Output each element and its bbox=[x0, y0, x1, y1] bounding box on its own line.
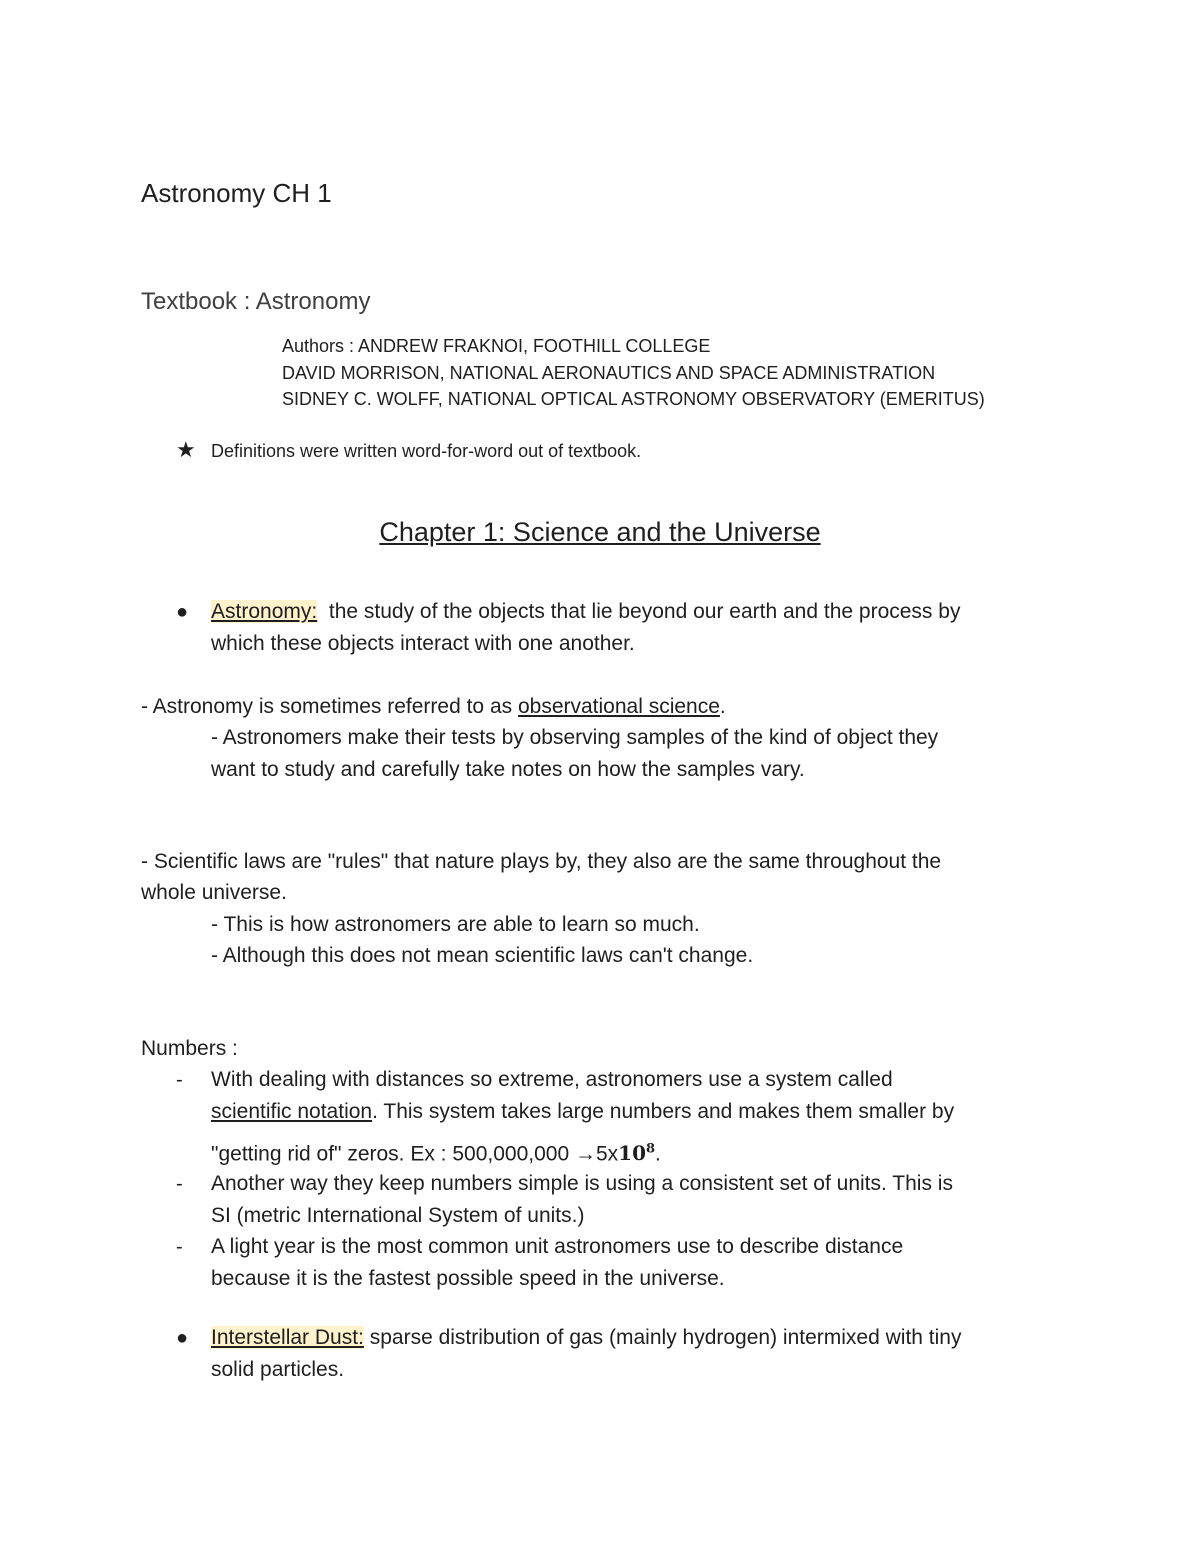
paragraph-text: whole universe. bbox=[141, 881, 287, 905]
dash-marker: - bbox=[176, 1069, 183, 1091]
list-text: With dealing with distances so extreme, astronomers use a system called bbox=[211, 1068, 893, 1091]
list-text: . This system takes large numbers and makes them smaller by bbox=[372, 1100, 955, 1124]
scientific-notation-value: $10^8$ bbox=[618, 1141, 656, 1166]
definition-text: the study of the objects that lie beyond our earth and the process by bbox=[317, 600, 961, 623]
numbers-list bbox=[176, 1064, 954, 1295]
bullet-icon: ● bbox=[176, 601, 189, 623]
definition-text: which these objects interact with one another. bbox=[211, 632, 635, 656]
paragraph-text: - Astronomy is sometimes referred to as bbox=[141, 695, 518, 718]
definition-term: Interstellar Dust: bbox=[211, 1326, 364, 1349]
underlined-term: observational science bbox=[517, 695, 720, 718]
author-line: DAVID MORRISON, NATIONAL AERONAUTICS AND SPACE ADMINISTRATION bbox=[282, 362, 936, 383]
note-text: Definitions were written word-for-word out of textbook. bbox=[211, 441, 642, 461]
paragraph-text: . bbox=[719, 695, 726, 718]
author-line: SIDNEY C. WOLFF, NATIONAL OPTICAL ASTRONOMY OBSERVATORY (EMERITUS) bbox=[282, 389, 985, 409]
observational-science-paragraph bbox=[141, 691, 938, 785]
sub-point: - Astronomers make their tests by observing samples of the kind of object they bbox=[211, 726, 939, 750]
textbook-line: Textbook : Astronomy bbox=[141, 288, 371, 315]
list-text: SI (metric International System of units.) bbox=[211, 1203, 585, 1227]
underlined-term: scientific notation bbox=[211, 1100, 373, 1124]
paragraph-text: - Scientific laws are "rules" that nature plays by, they also are the same throughout the bbox=[141, 850, 942, 873]
document-title: Astronomy CH 1 bbox=[141, 178, 332, 208]
dash-marker: - bbox=[176, 1236, 183, 1259]
list-text: Another way they keep numbers simple is using a consistent set of units. This is bbox=[211, 1171, 953, 1195]
list-text: "getting rid of" zeros. Ex : 500,000,000 →5x bbox=[211, 1142, 619, 1166]
definition-term: Astronomy: bbox=[211, 600, 318, 623]
star-icon: ★ bbox=[176, 437, 196, 462]
definition-text: sparse distribution of gas (mainly hydrogen) intermixed with tiny bbox=[363, 1326, 962, 1349]
sub-point: - This is how astronomers are able to learn so much. bbox=[211, 912, 700, 936]
definition-interstellar-dust bbox=[176, 1322, 962, 1386]
list-item bbox=[176, 1168, 954, 1232]
list-text: A light year is the most common unit astronomers use to describe distance bbox=[211, 1235, 904, 1259]
authors-block bbox=[282, 333, 985, 413]
bullet-icon: ● bbox=[176, 1327, 189, 1349]
sub-point: want to study and carefully take notes on how the samples vary. bbox=[211, 757, 805, 781]
dash-marker: - bbox=[176, 1172, 183, 1195]
list-item: - With dealing with distances so extreme, astronomers use a system called scientific notation. This system takes large numbers and makes them smaller by "getting rid of" zeros. Ex : $500,000,000 \to 5x10^8$. bbox=[176, 1064, 954, 1168]
scientific-laws-paragraph bbox=[141, 846, 941, 971]
numbers-heading: Numbers : bbox=[141, 1037, 238, 1060]
list-item bbox=[176, 1231, 954, 1295]
list-text: because it is the fastest possible speed in the universe. bbox=[211, 1267, 725, 1291]
definition-text: solid particles. bbox=[211, 1358, 345, 1382]
sub-point: - Although this does not mean scientific laws can't change. bbox=[211, 943, 754, 967]
author-line: Authors : ANDREW FRAKNOI, FOOTHILL COLLEGE bbox=[282, 336, 711, 356]
chapter-heading: Chapter 1: Science and the Universe bbox=[379, 517, 821, 547]
definitions-note bbox=[176, 437, 641, 463]
definition-astronomy bbox=[176, 596, 960, 660]
